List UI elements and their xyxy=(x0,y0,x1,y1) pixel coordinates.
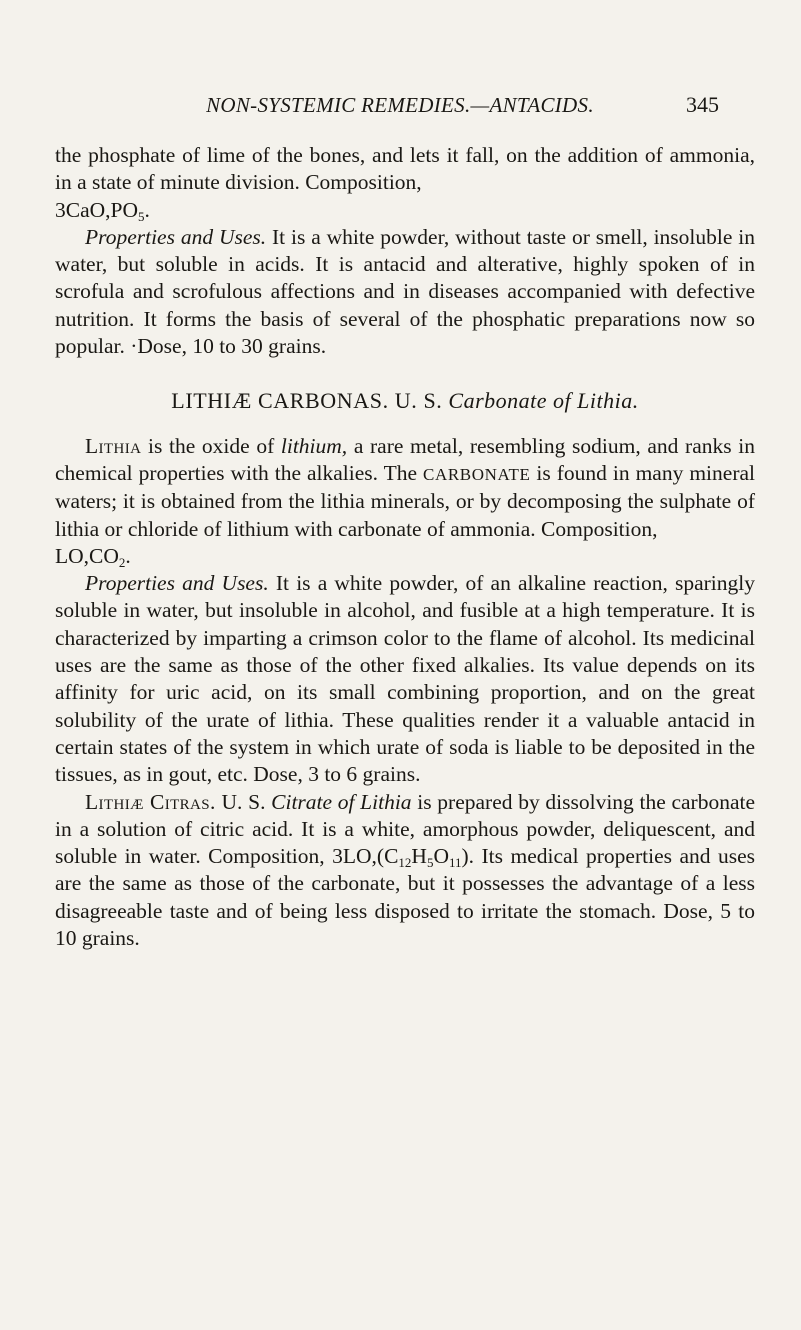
small-caps-term: Lithia xyxy=(85,433,142,458)
small-caps-term: CARBONATE xyxy=(423,464,531,484)
paragraph-text: ). Its medical properties and uses are the same as those of the carbonate, but it possesses the advantage of a less disagreeable taste and of being less disposed to irritate the stomach. Dose, 5 to 10 grains. xyxy=(55,844,755,951)
heading-english-name: Carbonate of Lithia. xyxy=(448,388,639,414)
formula-subscript: 5 xyxy=(426,855,434,871)
paragraph-citrate xyxy=(55,789,755,953)
formula-end: . xyxy=(144,197,150,222)
paragraph-text: is prepared by dissolving the carbonate in a solution of citric acid. It is a white, amorphous powder, deliquescent, and soluble in water. Composition, 3LO,(C xyxy=(55,789,756,869)
formula-subscript: 12 xyxy=(398,855,412,871)
paragraph-text: is the oxide of xyxy=(141,433,281,458)
italic-term: lithium, xyxy=(280,433,348,458)
formula: 3CaO,PO xyxy=(55,197,139,222)
formula-subscript: 5 xyxy=(138,208,145,224)
running-head: NON-SYSTEMIC REMEDIES.—ANTACIDS. xyxy=(206,93,594,117)
heading-latin-name: LITHIÆ CARBONAS. U. S. xyxy=(171,388,443,414)
formula: O xyxy=(433,844,449,869)
paragraph-text: the phosphate of lime of the bones, and lets it fall, on the addition of ammonia, in a state of minute division. Composition, xyxy=(55,143,755,195)
paragraph-text: a rare metal, resembling sodium, and ranks in chemical properties with the alkalies. The xyxy=(55,433,755,485)
small-caps-term: Lithiæ Citras. xyxy=(85,789,216,814)
paragraph-continuation xyxy=(55,142,755,197)
italic-term: Citrate of Lithia xyxy=(271,789,412,814)
page-number: 345 xyxy=(686,92,719,117)
paragraph-text: It is a white powder, of an alkaline reaction, sparingly soluble in water, but insoluble in alcohol, and fusible at a high temperature. It is characterized by imparting a crimson color to the flame of alcohol. Its medicinal uses are the same as those of the other fixed alkalies. Its value depends on its affinity for uric acid, on its small combining proportion, and on the great solubility of the urate of lithia. These qualities render it a valuable antacid in certain states of the system in which urate of soda is liable to be deposited in the tissues, as in gout, etc. Dose, 3 to 6 grains. xyxy=(55,571,756,787)
paragraph-lead: Properties and Uses. xyxy=(85,224,267,249)
paragraph-lithia xyxy=(55,433,755,543)
formula-line xyxy=(55,197,755,224)
paragraph-properties-uses xyxy=(55,224,755,360)
formula: LO,CO xyxy=(55,543,119,568)
paragraph-text: It is a white powder, without taste or smell, insoluble in water, but soluble in acids. It is antacid and alterative, highly spoken of in scrofula and scrofulous affections and in diseases accompanied with defective nutrition. It forms the basis of several of the phosphatic preparations now so popular. ·Dose, 10 to 30 grains. xyxy=(55,224,755,359)
paragraph-text: is found in many mineral waters; it is obtained from the lithia minerals, or by decomposing the sulphate of lithia or chloride of lithium with carbonate of ammonia. Composition, xyxy=(55,460,755,541)
paragraph-properties-uses xyxy=(55,570,755,788)
formula-line xyxy=(55,543,755,570)
formula-subscript: 11 xyxy=(448,855,462,871)
section-heading xyxy=(55,387,755,414)
formula-subscript: 2 xyxy=(118,554,126,570)
paragraph-text: U. S. xyxy=(215,789,272,814)
formula-end: . xyxy=(125,543,131,568)
formula: H xyxy=(411,844,427,869)
body-text xyxy=(55,142,755,952)
paragraph-lead: Properties and Uses. xyxy=(85,571,269,596)
